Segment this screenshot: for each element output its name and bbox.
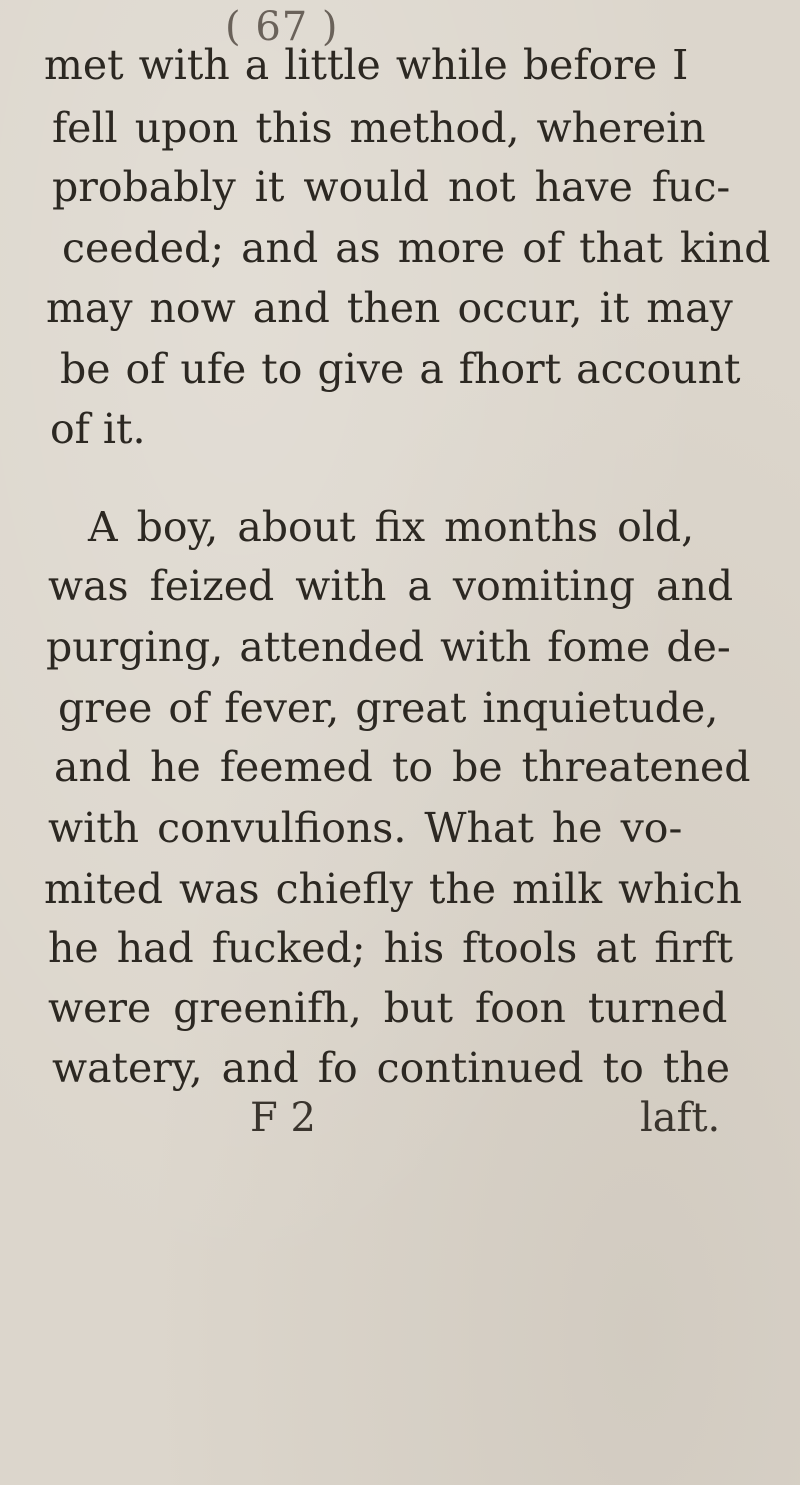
- text-line: gree of fever, great inquietude,: [58, 684, 719, 732]
- text-line: fell upon this method, wherein: [52, 104, 706, 152]
- text-line: and he feemed to be threatened: [54, 743, 751, 791]
- page-footer: [0, 1095, 800, 1155]
- text-line: were greenifh, but foon turned: [48, 984, 728, 1032]
- text-line: of it.: [50, 405, 146, 453]
- text-line: A boy, about fix months old,: [88, 503, 695, 551]
- text-line: was feized with a vomiting and: [48, 562, 734, 610]
- text-line: mited was chiefly the milk which: [44, 865, 743, 913]
- text-line: ceeded; and as more of that kind: [62, 224, 771, 272]
- text-line: met with a little while before I: [44, 41, 689, 89]
- text-line: probably it would not have fuc-: [52, 163, 731, 211]
- text-line: with convulfions. What he vo-: [48, 804, 683, 852]
- text-line: may now and then occur, it may: [46, 284, 733, 332]
- signature-mark: F 2: [250, 1095, 316, 1141]
- text-line: he had fucked; his ftools at firft: [48, 924, 733, 972]
- text-line: purging, attended with fome de-: [46, 623, 731, 671]
- catchword: laft.: [640, 1095, 721, 1141]
- page-number: ( 67 ): [225, 4, 339, 50]
- text-line: watery, and fo continued to the: [52, 1044, 731, 1092]
- text-line: be of ufe to give a fhort account: [60, 345, 741, 393]
